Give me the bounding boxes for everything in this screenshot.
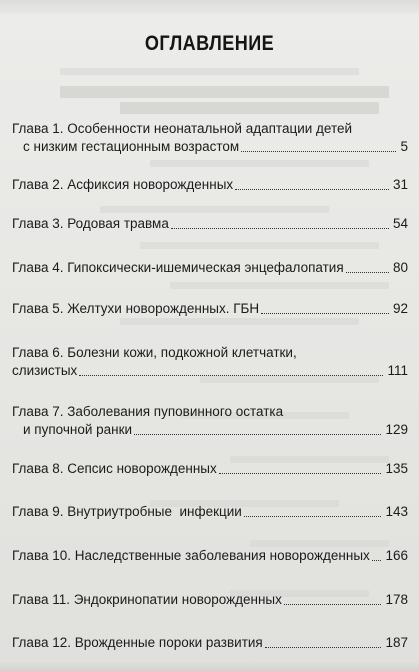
toc-page-number: 178 xyxy=(385,592,408,607)
toc-page-number: 143 xyxy=(385,504,408,519)
dot-leader xyxy=(171,228,389,229)
toc-entry-title-line: Глава 7. Заболевания пуповинного остатка xyxy=(12,404,284,419)
toc-entry-title-line: Глава 3. Родовая травма xyxy=(12,216,169,231)
toc-entry-title-line: Глава 10. Наследственные заболевания новорожденных xyxy=(12,548,370,563)
toc-page-number: 80 xyxy=(392,260,408,275)
toc-entry-3[interactable] xyxy=(12,215,408,233)
toc-entry-title-line: Глава 1. Особенности неонатальной адаптации детей xyxy=(12,121,353,136)
toc-entry-title-line: Глава 11. Эндокринопатии новорожденных xyxy=(12,592,282,607)
toc-entry-11[interactable] xyxy=(12,591,408,609)
page-top-edge xyxy=(0,0,419,14)
toc-entry-5[interactable] xyxy=(12,300,408,318)
bleed-through-line xyxy=(120,318,359,325)
toc-entry-title-line: и пупочной ранки xyxy=(23,422,133,437)
toc-entry-7[interactable] xyxy=(12,403,408,439)
toc-entry-2[interactable] xyxy=(12,176,408,194)
page-title: ОГЛАВЛЕНИЕ xyxy=(144,32,275,55)
bleed-through-line xyxy=(60,68,359,75)
toc-entry-12[interactable] xyxy=(12,634,408,652)
dot-leader xyxy=(284,604,382,605)
toc-page-number: 54 xyxy=(392,216,408,231)
dot-leader xyxy=(134,434,381,435)
toc-entry-title-line: Глава 6. Болезни кожи, подкожной клетчатки, xyxy=(12,345,297,360)
toc-entry-1[interactable] xyxy=(12,120,408,156)
dot-leader xyxy=(241,151,396,152)
bleed-through-line xyxy=(250,540,389,547)
toc-page-number: 166 xyxy=(385,548,408,563)
toc-entry-4[interactable] xyxy=(12,259,408,277)
toc-entry-title-line: Глава 4. Гипоксически-ишемическая энцефалопатия xyxy=(12,260,344,275)
bleed-through-line xyxy=(120,102,379,114)
toc-entry-title-line: слизистых xyxy=(12,363,78,378)
toc-entry-8[interactable] xyxy=(12,460,408,478)
bleed-through-line xyxy=(170,282,389,289)
toc-entry-10[interactable] xyxy=(12,547,408,565)
toc-page-number: 31 xyxy=(392,177,408,192)
toc-entry-6[interactable] xyxy=(12,344,408,380)
toc-entry-title-line: Глава 8. Сепсис новорожденных xyxy=(12,461,217,476)
toc-entry-title-line: Глава 2. Асфиксия новорожденных xyxy=(12,177,234,192)
dot-leader xyxy=(265,647,382,648)
dot-leader xyxy=(261,313,389,314)
bleed-through-line xyxy=(140,242,379,249)
toc-page-number: 111 xyxy=(387,363,408,378)
toc-entry-title-line: Глава 5. Желтухи новорожденных. ГБН xyxy=(12,301,260,316)
dot-leader xyxy=(235,189,389,190)
toc-page-number: 135 xyxy=(385,461,408,476)
toc-page-number: 129 xyxy=(385,422,408,437)
bleed-through-line xyxy=(60,86,389,98)
dot-leader xyxy=(244,516,382,517)
bleed-through-line xyxy=(150,160,369,167)
dot-leader xyxy=(372,560,382,561)
dot-leader xyxy=(219,473,382,474)
toc-page-number: 5 xyxy=(400,139,408,154)
bleed-through-line xyxy=(100,206,329,213)
toc-page-number: 92 xyxy=(392,301,408,316)
toc-entry-title-line: Глава 9. Внутриутробные инфекции xyxy=(12,504,242,519)
toc-page-number: 187 xyxy=(385,635,408,650)
dot-leader xyxy=(346,272,389,273)
toc-entry-9[interactable] xyxy=(12,503,408,521)
dot-leader xyxy=(79,375,383,376)
toc-entry-title-line: с низким гестационным возрастом xyxy=(23,139,240,154)
page-bottom-edge xyxy=(0,661,419,671)
toc-entry-title-line: Глава 12. Врожденные пороки развития xyxy=(12,635,263,650)
